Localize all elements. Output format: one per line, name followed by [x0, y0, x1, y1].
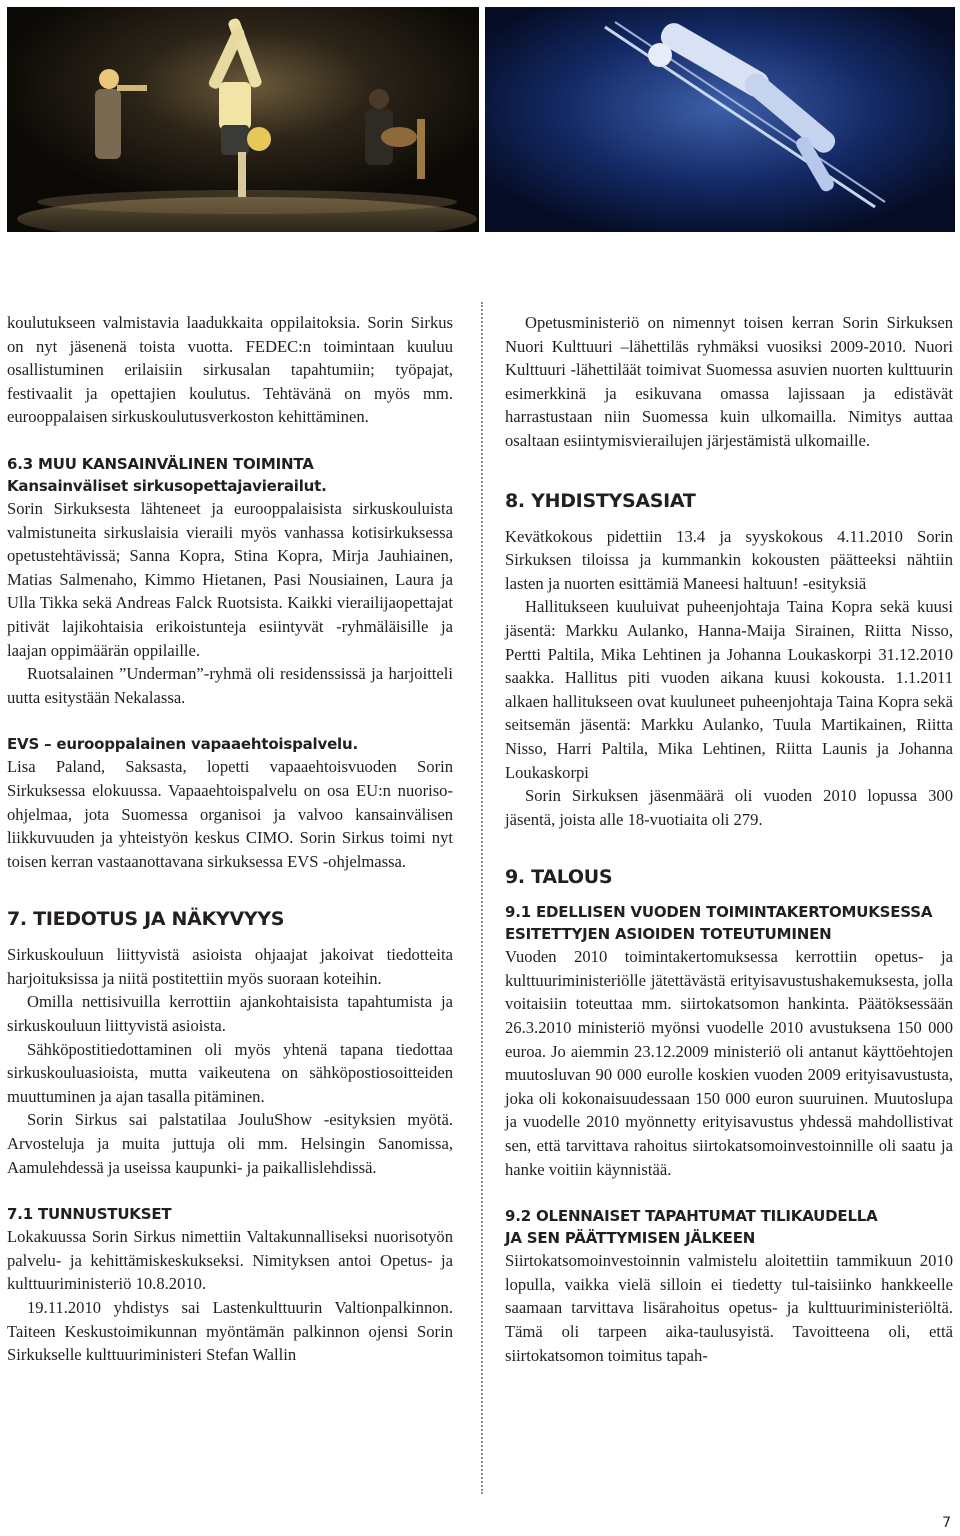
section-7-paragraph-3: Sähköpostitiedottaminen oli myös yhtenä tapana tiedottaa sirkuskouluasioista, mutta vaikeutena on sähköpostiosoitteiden muuttuminen ja ajan tasalla pitäminen.	[7, 1039, 453, 1106]
section-6-3-paragraph-1: Sorin Sirkuksesta lähteneet ja eurooppalaisista sirkuskouluista valmistuneita sirkuslaisia vieraili myös vanhassa kotisirkuksessa opetustehtävissä; Sanna Kopra, Stina Kopra, Mirja Jauhiainen, Matias Salmenaho, Kimmo Hietanen, Pasi Nousiainen, Laura ja Ulla Tikka sekä Andreas Falck Ruotsista. Kaikki vierailijaopettajat pitivät lajikohtaisia erikoistunteja esiintyvät -ryhmäläisille ja laajan oppimäärän oppilaille.	[7, 498, 453, 660]
evs-paragraph: Lisa Paland, Saksasta, lopetti vapaaehtoisvuoden Sorin Sirkuksessa elokuussa. Vapaaehtoispalvelu on osa EU:n nuoriso-ohjelmaa, jota Suomessa organisoi ja valvoo kansainvälisen liikkuvuuden ja yhteistyön keskus CIMO. Sorin Sirkus toimi nyt toisen kerran vastaanottavana sirkuksessa EVS -ohjelmassa.	[7, 757, 453, 871]
right-column	[505, 311, 953, 1367]
circus-performance-photo	[7, 7, 479, 232]
section-7-paragraph-4: Sorin Sirkus sai palstatilaa JouluShow -esityksien myötä. Arvosteluja ja muita juttuja oli mm. Helsingin Sanomissa, Aamulehdessä ja useissa kaupunki- ja paikallislehdissä.	[7, 1110, 453, 1177]
page-number: 7	[942, 1515, 951, 1531]
section-8-paragraph-1: Kevätkokous pidettiin 13.4 ja syyskokous 4.11.2010 Sorin Sirkuksen tiloissa ja kummankin kokousten päätteeksi nähtiin lasten ja nuorten esittämiä Maneesi haltuun! -esityksiä	[505, 526, 953, 593]
section-9-2-paragraph: Siirtokatsomoinvestoinnin valmistelu aloitettiin tammikuun 2010 lopulla, vaikka vielä silloin ei tiedetty tul-taisiinko hankkeelle saamaan tarvittava lisärahoitus opetus- ja kulttuuriministeriöltä. Tämä oli tarpeen aika-taulusyistä. Tavoitteena oli, että siirtokatsomon toimitus tapah-	[505, 1251, 953, 1365]
nuori-kulttuuri-paragraph: Opetusministeriö on nimennyt toisen kerran Sorin Sirkuksen Nuori Kulttuuri –lähettiläs ryhmäksi vuosiksi 2009-2010. Nuori Kulttuuri -lähettiläät toimivat Suomessa asuvien nuorten kulttuurin esimerkkinä ja esikuvana omassa lajissaan ja edistävät harrastustaan niin Suomessa kuin ulkomailla. Nimitys auttaa osaltaan esiintymisvierailujen järjestämistä ulkomaille.	[505, 313, 953, 450]
aerial-acrobat-image	[485, 7, 955, 232]
intro-paragraph: koulutukseen valmistavia laadukkaita oppilaitoksia. Sorin Sirkus on nyt jäsenenä toista vuotta. FEDEC:n toimintaan kuuluu osallistuminen erilaisiin sirkusalan tapahtumiin; työpajat, festivaalit ja opettajien koulutus. Tehtävänä on myös mm. eurooppalaisen sirkuskoulutusverkoston kehittäminen.	[7, 313, 453, 427]
section-9-1-paragraph: Vuoden 2010 toimintakertomuksessa kerrottiin opetus- ja kulttuuriministeriölle jätettävästä erityisavustushakemuksesta, jolla voitaisiin toteuttaa mm. siirtokatsomon hankinta. Päätöksessään 26.3.2010 ministeriö myönsi vuodelle 2010 avustuksena 150 000 euroa. Jo aiemmin 23.12.2009 ministeriö oli antanut käyttöehtojen muutosluvan 90 000 eurolle koskien vuoden 2009 erityisavustusta, joka oli kokonaisuudessaan 150 000 euron suuruinen. Muutoslupa ja vuodelle 2010 myönnetty erityisavustus yhdessä mahdollistivat sen, että tarvittava rahoitus siirtokatsomoinvestoinnille oli saatu ja hanke voitiin käynnistää.	[505, 947, 953, 1179]
left-column	[7, 311, 453, 1367]
section-6-3-subtitle: Kansainväliset sirkusopettajavierailut.	[7, 476, 327, 495]
section-6-3-paragraph-2: Ruotsalainen ”Underman”-ryhmä oli residenssissä ja harjoitteli uutta esitystään Nekalassa.	[7, 664, 453, 707]
section-7-1-title: 7.1 TUNNUSTUKSET	[7, 1205, 172, 1224]
section-7-1-paragraph-2: 19.11.2010 yhdistys sai Lastenkulttuurin Valtionpalkinnon. Taiteen Keskustoimikunnan myöntämän palkinnon ojensi Sorin Sirkukselle kulttuuriministeri Stefan Wallin	[7, 1298, 453, 1365]
section-7-paragraph-2: Omilla nettisivuilla kerrottiin ajankohtaisista tapahtumista ja sirkuskouluun liittyvistä asioista.	[7, 992, 453, 1036]
section-9-2-title-line-2: JA SEN PÄÄTTYMISEN JÄLKEEN	[505, 1229, 756, 1248]
section-7-paragraph-1: Sirkuskouluun liittyvistä asioista ohjaajat jakoivat tiedotteita harjoituksissa ja niitä postitettiin myös suoraan koteihin.	[7, 945, 453, 988]
evs-title: EVS – eurooppalainen vapaaehtoispalvelu.	[7, 735, 358, 754]
section-9-1-title-line-2: ESITETTYJEN ASIOIDEN TOTEUTUMINEN	[505, 925, 832, 944]
section-6-3-title: 6.3 MUU KANSAINVÄLINEN TOIMINTA	[7, 454, 314, 473]
section-9-2-title-line-1: 9.2 OLENNAISET TAPAHTUMAT TILIKAUDELLA	[505, 1207, 878, 1226]
column-divider	[481, 302, 483, 1494]
section-8-title: 8. YHDISTYSASIAT	[505, 489, 696, 512]
section-8-paragraph-3: Sorin Sirkuksen jäsenmäärä oli vuoden 2010 lopussa 300 jäsentä, joista alle 18-vuotiaita oli 279.	[505, 786, 953, 829]
section-8-paragraph-2: Hallitukseen kuuluivat puheenjohtaja Taina Kopra sekä kuusi jäsentä: Markku Aulanko, Hanna-Maija Sirainen, Riitta Nisso, Pertti Paltila, Mika Lehtinen ja Johanna Loukaskorpi 31.12.2010 saakka. Hallitus piti vuoden aikana kuusi kokousta. 1.1.2011 alkaen hallitukseen ovat kuuluneet puheenjohtaja Taina Kopra sekä seitsemän jäsentä: Markku Aulanko, Tuula Martikainen, Riitta Nisso, Harri Paltila, Mika Lehtinen, Riitta Launis ja Johanna Loukaskorpi	[505, 597, 953, 782]
section-9-title: 9. TALOUS	[505, 866, 613, 889]
section-7-title: 7. TIEDOTUS JA NÄKYVYYS	[7, 908, 285, 931]
aerial-acrobat-photo	[485, 7, 955, 232]
section-9-1-title-line-1: 9.1 EDELLISEN VUODEN TOIMINTAKERTOMUKSESSA	[505, 903, 933, 922]
handstand-performer-image	[7, 7, 479, 232]
section-7-1-paragraph-1: Lokakuussa Sorin Sirkus nimettiin Valtakunnalliseksi nuorisotyön palvelu- ja kehittämiskeskukseksi. Nimityksen antoi Opetus- ja kulttuuriministeriö 10.8.2010.	[7, 1227, 453, 1294]
